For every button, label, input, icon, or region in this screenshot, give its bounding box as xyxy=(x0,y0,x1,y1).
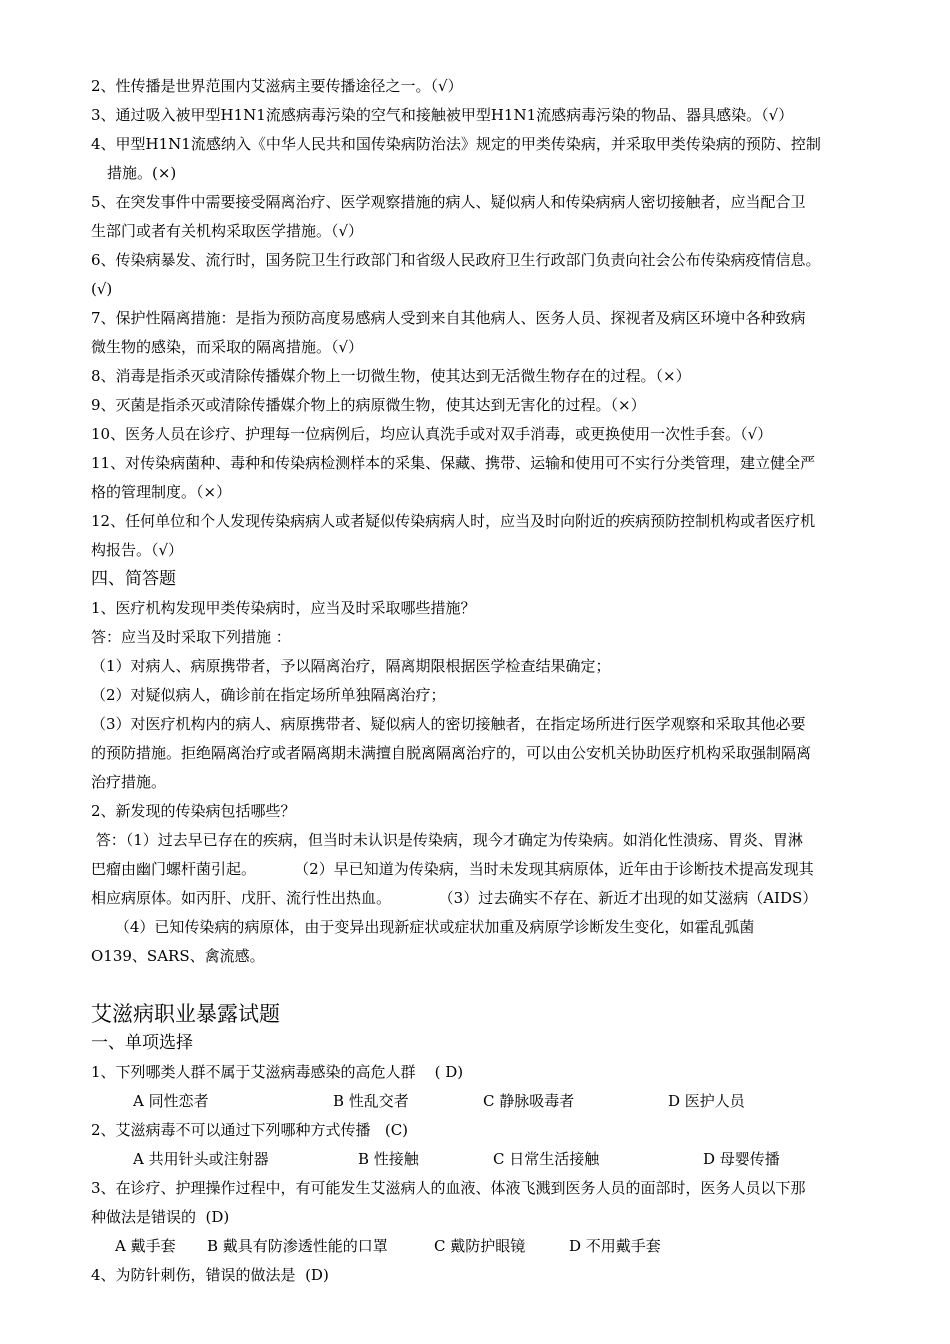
answer-1-line: 的预防措施。拒绝隔离治疗或者隔离期未满擅自脱离隔离治疗的，可以由公安机关协助医疗机构采取强制隔离 xyxy=(91,744,812,762)
answer-1-line: （2）对疑似病人，确诊前在指定场所单独隔离治疗； xyxy=(91,686,446,704)
exam-section-heading: 一、单项选择 xyxy=(91,1033,193,1053)
option-d: D 母婴传播 xyxy=(703,1150,780,1168)
question-1: 1、医疗机构发现甲类传染病时，应当及时采取哪些措施？ xyxy=(91,599,476,617)
mc-options-1 xyxy=(91,1087,903,1116)
question-2: 2、新发现的传染病包括哪些？ xyxy=(91,802,296,820)
tf-item-6: 6、传染病暴发、流行时，国务院卫生行政部门和省级人民政府卫生行政部门负责向社会公布传染病疫情信息。 xyxy=(91,251,821,269)
short-answer-section xyxy=(91,565,903,971)
mc-options-2 xyxy=(91,1145,903,1174)
tf-item-5: 5、在突发事件中需要接受隔离治疗、医学观察措施的病人、疑似病人和传染病病人密切接触者，应当配合卫 xyxy=(91,193,806,211)
option-a: A 戴手套 xyxy=(115,1237,176,1255)
tf-item-7-cont: 微生物的感染，而采取的隔离措施。（√） xyxy=(91,338,364,356)
option-d: D 医护人员 xyxy=(668,1092,745,1110)
tf-item-3: 3、通过吸入被甲型H1N1流感病毒污染的空气和接触被甲型H1N1流感病毒污染的物品、器具感染。（√） xyxy=(91,106,794,124)
tf-item-2: 2、性传播是世界范围内艾滋病主要传播途径之一。（√） xyxy=(91,77,463,95)
section-heading: 四、简答题 xyxy=(91,569,176,589)
tf-item-11: 11、对传染病菌种、毒种和传染病检测样本的采集、保藏、携带、运输和使用可不实行分类管理，建立健全严 xyxy=(91,454,816,472)
tf-item-12-cont: 构报告。（√） xyxy=(91,541,184,559)
answer-2-line: O139、SARS、禽流感。 xyxy=(91,947,265,965)
mc-question-4: 4、为防针刺伤，错误的做法是 (D) xyxy=(91,1266,329,1284)
option-b: B 性乱交者 xyxy=(333,1092,409,1110)
answer-1-line: （3）对医疗机构内的病人、病原携带者、疑似病人的密切接触者，在指定场所进行医学观察和采取其他必要 xyxy=(91,715,806,733)
tf-item-9: 9、灭菌是指杀灭或清除传播媒介物上的病原微生物，使其达到无害化的过程。（×） xyxy=(91,396,646,414)
answer-1-line: （1）对病人、病原携带者，予以隔离治疗，隔离期限根据医学检查结果确定； xyxy=(91,657,611,675)
option-c: C 日常生活接触 xyxy=(493,1150,600,1168)
answer-2-line: 相应病原体。如丙肝、戊肝、流行性出热血。 （3）过去确实不存在、新近才出现的如艾滋病（AIDS） xyxy=(91,889,818,907)
option-b: B 戴具有防渗透性能的口罩 xyxy=(207,1237,388,1255)
tf-item-10: 10、医务人员在诊疗、护理每一位病例后，均应认真洗手或对双手消毒，或更换使用一次性手套。（√） xyxy=(91,425,773,443)
tf-item-12: 12、任何单位和个人发现传染病病人或者疑似传染病病人时，应当及时向附近的疾病预防控制机构或者医疗机 xyxy=(91,512,816,530)
mc-question-3: 3、在诊疗、护理操作过程中，有可能发生艾滋病人的血液、体液飞溅到医务人员的面部时，医务人员以下那 xyxy=(91,1179,806,1197)
option-b: B 性接触 xyxy=(358,1150,419,1168)
option-a: A 共用针头或注射器 xyxy=(133,1150,269,1168)
answer-1-line: 治疗措施。 xyxy=(91,773,167,791)
mc-question-2: 2、艾滋病毒不可以通过下列哪种方式传播 (C) xyxy=(91,1121,409,1139)
option-c: C 戴防护眼镜 xyxy=(434,1237,526,1255)
mc-options-3 xyxy=(91,1232,903,1261)
mc-question-1: 1、下列哪类人群不属于艾滋病毒感染的高危人群 ( D) xyxy=(91,1063,464,1081)
tf-item-11-cont: 格的管理制度。（×） xyxy=(91,483,232,501)
tf-item-4: 4、甲型H1N1流感纳入《中华人民共和国传染病防治法》规定的甲类传染病，并采取甲类传染病的预防、控制 xyxy=(91,135,821,153)
answer-2-line: 巴瘤由幽门螺杆菌引起。 （2）早已知道为传染病，当时未发现其病原体，近年由于诊断技术提高发现其 xyxy=(91,860,814,878)
tf-item-7: 7、保护性隔离措施：是指为预防高度易感病人受到来自其他病人、医务人员、探视者及病区环境中各种致病 xyxy=(91,309,806,327)
document-page xyxy=(91,72,903,1290)
option-d: D 不用戴手套 xyxy=(569,1237,661,1255)
tf-item-4-cont: 措施。(×) xyxy=(107,164,177,182)
mc-question-3-cont: 种做法是错误的 (D) xyxy=(91,1208,230,1226)
tf-item-8: 8、消毒是指杀灭或清除传播媒介物上一切微生物，使其达到无活微生物存在的过程。（×） xyxy=(91,367,691,385)
tf-item-5-cont: 生部门或者有关机构采取医学措施。（√） xyxy=(91,222,364,240)
answer-2-line: 答：（1）过去早已存在的疾病，但当时未认识是传染病，现今才确定为传染病。如消化性溃疡、胃炎、胃淋 xyxy=(91,831,803,849)
answer-2-line: （4）已知传染病的病原体，由于变异出现新症状或症状加重及病原学诊断发生变化，如霍乱弧菌 xyxy=(91,918,755,936)
tf-item-6-cont: (√) xyxy=(91,280,113,298)
exam-section xyxy=(91,999,903,1290)
option-a: A 同性恋者 xyxy=(133,1092,209,1110)
true-false-section xyxy=(91,72,903,565)
exam-title: 艾滋病职业暴露试题 xyxy=(91,1002,280,1026)
answer-1-line: 答：应当及时采取下列措施 ： xyxy=(91,628,291,646)
option-c: C 静脉吸毒者 xyxy=(483,1092,575,1110)
